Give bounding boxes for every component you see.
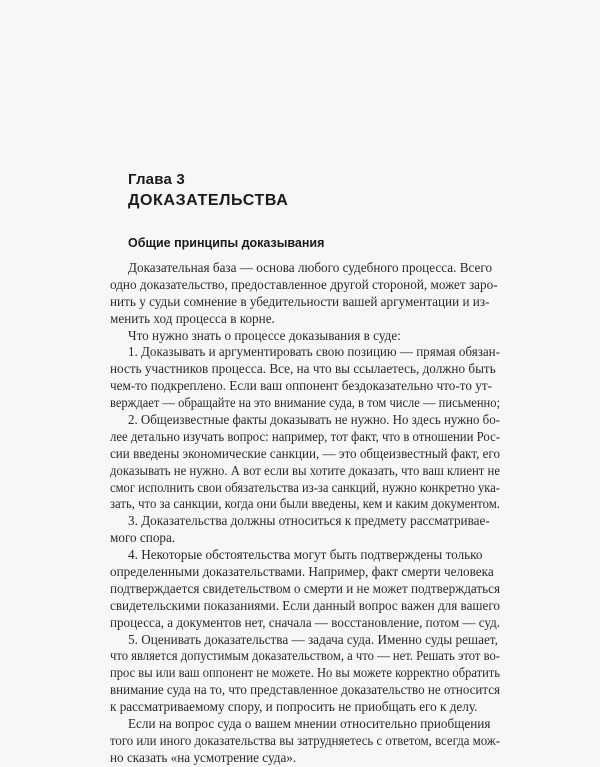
text-line: 2. Общеизвестные факты доказывать не нужно. Но здесь нужно бо- [128,412,500,428]
text-line: того или иного доказательства вы затрудняетесь с ответом, всегда мож- [110,732,500,748]
text-line: процесса, а документов нет, сначала — восстановление, потом — суд. [110,614,500,630]
text-line: смог исполнить свои обязательства из-за санкций, нужно конкретно ука- [110,479,500,495]
text-line: 4. Некоторые обстоятельства могут быть подтверждены только [128,547,483,563]
text-line: свидетельскими показаниями. Если данный вопрос важен для вашего [110,597,500,613]
text-line: одно доказательство, предоставленное другой стороной, может зарo- [110,276,498,292]
text-line: к рассматриваемому спору, и попросить не приобщать его к делу. [110,699,478,715]
text-line: верждает — обращайте на это внимание суда, в том числе — письменно; [110,395,500,411]
text-line: нить у судьи сомнение в убедительности вашей аргументации и из- [110,293,490,309]
section-heading: Общие принципы доказывания [128,236,325,250]
text-line: 5. Оценивать доказательства — задача суда. Именно суды решает, [128,631,498,647]
text-line: сии введены экономические санкции, — это общеизвестный факт, его [110,445,500,461]
text-line: определенными доказательствами. Например, факт смерти человека [110,564,494,580]
text-line: но сказать «на усмотрение суда». [110,749,297,765]
text-line: Если на вопрос суда о вашем мнении относительно приобщения [128,716,491,732]
text-line: прос вы или ваш оппонент не можете. Но вы можете корректно обратить [110,665,500,681]
text-line: подтверждается свидетельством о смерти и не может подтверждаться [110,580,500,596]
text-line: 3. Доказательства должны относиться к предмету рассматривае- [128,513,490,529]
text-line: мого спора. [110,530,176,546]
chapter-title: ДОКАЗАТЕЛЬСТВА [128,192,289,209]
body-text [110,260,500,767]
chapter-number: Глава 3 [128,171,185,188]
text-line: доказывать не нужно. А вот если вы хотите доказать, что ваш клиент не [110,462,500,478]
text-line: Что нужно знать о процессе доказывания в суде: [128,327,401,343]
text-line: менить ход процесса в корне. [110,310,275,326]
text-line: 1. Доказывать и аргументировать свою позицию — прямая обязан- [128,344,500,360]
text-line: внимание суда на то, что представленное доказательство не относится [110,682,500,698]
text-line: Доказательная база — основа любого судебного процесса. Всего [128,260,493,275]
text-line: чем-то подкреплено. Если ваш оппонент бездоказательно что-то ут- [110,378,493,394]
text-line: ность участников процесса. Все, на что вы ссылаетесь, должно быть [110,361,496,377]
text-line: лее детально изучать вопрос: например, тот факт, что в отношении Рос- [110,428,500,444]
text-line: что является допустимым доказательством, а что — нет. Решать этот во- [110,648,500,664]
text-line: зать, что за санкции, когда они были введены, кем и каким документом. [110,496,500,512]
